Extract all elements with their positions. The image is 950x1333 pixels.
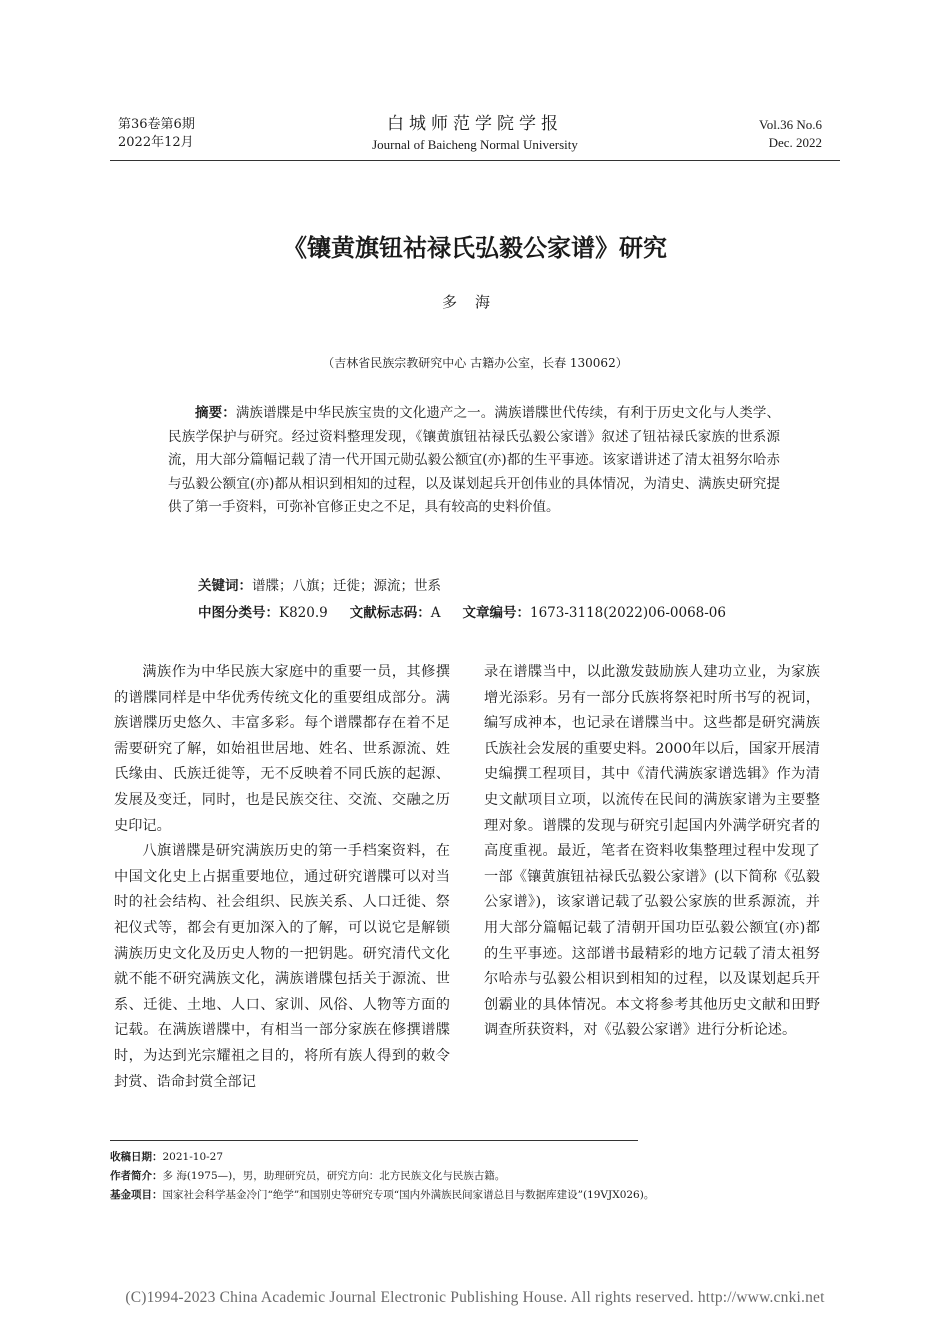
body-column-right [484, 660, 820, 1044]
doc-code-value: A [430, 605, 441, 621]
issue-date: 2022年12月 [118, 135, 194, 150]
body-paragraph: 八旗谱牒是研究满族历史的第一手档案资料，在中国文化史上占据重要地位，通过研究谱牒可以对当时的社会结构、社会组织、民族关系、人口迁徙、祭祀仪式等，都会有更加深入的了解，可以说它是解锁满族历史文化及历史人物的一把钥匙。研究清代文化就不能不研究满族文化，满族谱牒包括关于源流、世系、迁徙、土地、人口、家训、风俗、人物等方面的记载。在满族谱牒中，有相当一部分家族在修撰谱牒时，为达到光宗耀祖之目的，将所有族人得到的敕令封赏、诰命封赏全部记 [114, 843, 450, 1090]
journal-name-en: Journal of Baicheng Normal University [372, 137, 578, 152]
clc-value: K820.9 [279, 605, 328, 621]
body-paragraph: 满族作为中华民族大家庭中的重要一员，其修撰的谱牒同样是中华优秀传统文化的重要组成部分。满族谱牒历史悠久、丰富多彩。每个谱牒都存在着不足需要研究了解，如始祖世居地、姓名、世系源流、姓氏缘由、氏族迁徙等，无不反映着不同氏族的起源、发展及变迁，同时，也是民族交往、交流、交融之历史印记。 [114, 664, 450, 834]
footnote-divider [110, 1140, 638, 1141]
running-header-center [300, 112, 650, 154]
classification-line [198, 601, 726, 621]
keywords [198, 574, 441, 594]
keywords-label: 关键词： [198, 578, 252, 594]
issue-number: 第36卷第6期 [118, 117, 195, 132]
running-header-left [118, 116, 195, 152]
footnote-fund [110, 1187, 654, 1203]
fund-label: 基金项目： [110, 1189, 163, 1201]
journal-name-cn: 白城师范学院学报 [387, 114, 563, 134]
article-title: 《镶黄旗钮祜禄氏弘毅公家谱》研究 [283, 234, 667, 262]
received-label: 收稿日期： [110, 1151, 163, 1163]
bio-label: 作者简介： [110, 1170, 163, 1182]
footnote-received [110, 1149, 223, 1165]
fund-text: 国家社会科学基金冷门“绝学”和国别史等研究专项“国内外满族民间家谱总目与数据库建设”(19VJX026)。 [162, 1189, 655, 1201]
article-number-value: 1673-3118(2022)06-0068-06 [529, 605, 726, 621]
received-date: 2021-10-27 [162, 1151, 224, 1163]
volume-number: Vol.36 No.6 [759, 117, 822, 132]
abstract [168, 402, 780, 520]
footnote-author-bio [110, 1168, 505, 1184]
running-header-right [759, 116, 822, 152]
body-paragraph-continued: 录在谱牒当中，以此激发鼓励族人建功立业，为家族增光添彩。另有一部分氏族将祭祀时所书写的祝词，编写成神本，也记录在谱牒当中。这些都是研究满族氏族社会发展的重要史料。2000年以后，国家开展清史编撰工程项目，其中《清代满族家谱选辑》作为清史文献项目立项，以流传在民间的满族家谱为主要整理对象。谱牒的发现与研究引起国内外满学研究者的高度重视。最近，笔者在资料收集整理过程中发现了一部《镶黄旗钮祜禄氏弘毅公家谱》(以下简称《弘毅公家谱》)，该家谱记载了弘毅公家族的世系源流，并用大部分篇幅记载了清朝开国功臣弘毅公额宜(亦)都的生平事迹。这部谱书最精彩的地方记载了清太祖努尔哈赤与弘毅公相识到相知的过程，以及谋划起兵开创霸业的具体情况。本文将参考其他历史文献和田野调查所获资料，对《弘毅公家谱》进行分析论述。 [484, 664, 820, 1039]
clc-label: 中图分类号： [198, 605, 279, 621]
copyright-notice: (C)1994-2023 China Academic Journal Electronic Publishing House. All rights reserved. http://www.cnki.net [125, 1289, 825, 1306]
header-divider [110, 160, 840, 161]
issue-date-en: Dec. 2022 [768, 135, 822, 150]
abstract-text: 满族谱牒是中华民族宝贵的文化遗产之一。满族谱牒世代传续，有利于历史文化与人类学、民族学保护与研究。经过资料整理发现，《镶黄旗钮祜禄氏弘毅公家谱》叙述了钮祜禄氏家族的世系源流，用大部分篇幅记载了清一代开国元勋弘毅公额宜(亦)都的生平事迹。该家谱讲述了清太祖努尔哈赤与弘毅公额宜(亦)都从相识到相知的过程，以及谋划起兵开创伟业的具体情况，为清史、满族史研究提供了第一手资料，可弥补官修正史之不足，具有较高的史料价值。 [168, 405, 781, 515]
abstract-label: 摘要： [195, 405, 236, 421]
body-column-left [114, 660, 450, 1095]
author-affiliation: （吉林省民族宗教研究中心 古籍办公室，长春 130062） [322, 356, 628, 370]
keywords-text: 谱牒；八旗；迁徙；源流；世系 [252, 578, 441, 594]
article-number-label: 文章编号： [462, 605, 530, 621]
author-name: 多海 [441, 293, 508, 311]
bio-text: 多 海(1975—)，男，助理研究员，研究方向：北方民族文化与民族古籍。 [162, 1170, 506, 1182]
doc-code-label: 文献标志码： [349, 605, 431, 621]
